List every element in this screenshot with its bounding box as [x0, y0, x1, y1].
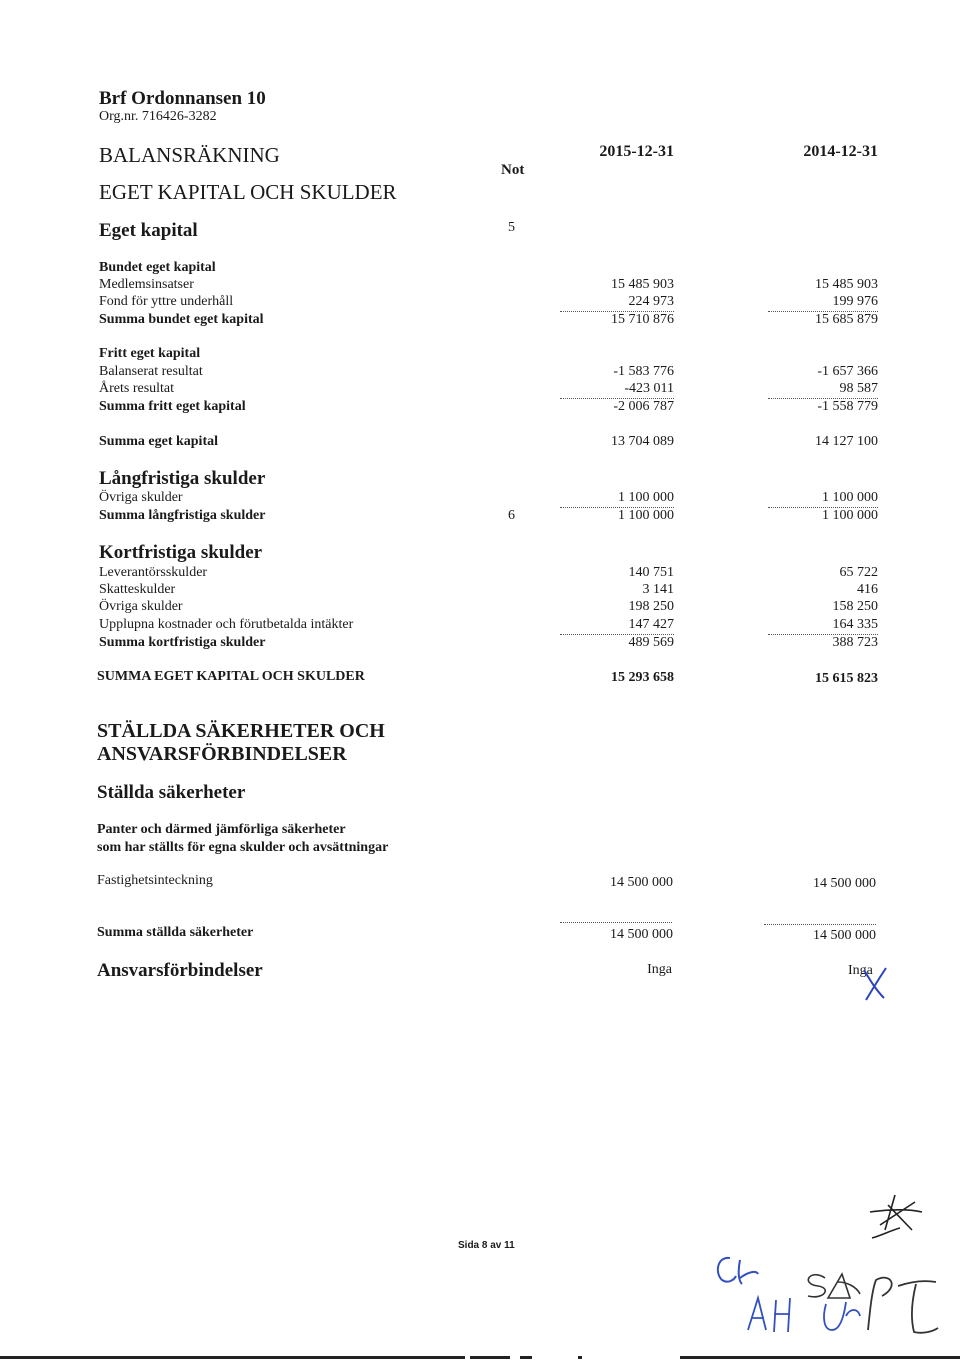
row-value-2015: 224 973 [628, 294, 674, 309]
section-heading-ansvar: Ansvarsförbindelser [97, 960, 263, 981]
sum-value-2015: 14 500 000 [610, 927, 673, 942]
note-number: 6 [508, 508, 515, 523]
section-heading-stallda-line1: STÄLLDA SÄKERHETER OCH [97, 720, 385, 742]
sum-value-2014: 388 723 [832, 635, 878, 650]
handwritten-initials-signature [700, 1190, 950, 1350]
sum-value-2014: 15 685 879 [815, 312, 878, 327]
row-value-2014: 416 [857, 582, 878, 597]
row-value-2015: -1 583 776 [613, 364, 674, 379]
scan-edge-line [470, 1356, 510, 1359]
page-title: BALANSRÄKNING [99, 143, 280, 167]
sum-value-2015: 489 569 [628, 635, 674, 650]
row-label: Fond för yttre underhåll [99, 294, 234, 309]
ansvar-value-2015: Inga [647, 962, 672, 977]
ansvar-value-2014: Inga [848, 963, 873, 978]
row-label: Övriga skulder [99, 490, 183, 505]
column-header-2014: 2014-12-31 [803, 143, 878, 160]
sum-underline [560, 922, 672, 923]
sum-value-2014: 1 100 000 [822, 508, 878, 523]
sum-label: Summa fritt eget kapital [99, 399, 246, 414]
row-value-2015: 3 141 [642, 582, 674, 597]
scan-edge-line [0, 1356, 465, 1359]
row-value-2015: 14 500 000 [610, 875, 673, 890]
row-label: Skatteskulder [99, 582, 176, 597]
blue-check-mark-icon [860, 966, 890, 1002]
row-value-2015: 1 100 000 [618, 490, 674, 505]
section-heading-eget-kapital: Eget kapital [99, 220, 198, 241]
row-label: Upplupna kostnader och förutbetalda intäkter [99, 617, 354, 632]
row-value-2014: -1 657 366 [817, 364, 878, 379]
row-label: Balanserat resultat [99, 364, 203, 379]
row-label: Medlemsinsatser [99, 277, 194, 292]
section-heading-langfristiga: Långfristiga skulder [99, 468, 266, 489]
row-value-2014: 164 335 [832, 617, 878, 632]
row-label: Årets resultat [99, 381, 175, 396]
row-value-2015: 147 427 [628, 617, 674, 632]
total-value-2015: 13 704 089 [611, 434, 674, 449]
grand-total-label: SUMMA EGET KAPITAL OCH SKULDER [97, 669, 365, 684]
subheading-bundet: Bundet eget kapital [99, 260, 216, 275]
total-value-2014: 14 127 100 [815, 434, 878, 449]
scan-edge-line [520, 1356, 532, 1359]
row-label: Övriga skulder [99, 599, 183, 614]
column-header-2015: 2015-12-31 [599, 143, 674, 160]
row-value-2014: 199 976 [832, 294, 878, 309]
company-name: Brf Ordonnansen 10 [99, 88, 266, 109]
sum-underline [764, 924, 876, 925]
section-heading-stallda-line2: ANSVARSFÖRBINDELSER [97, 743, 347, 765]
page-number: Sida 8 av 11 [458, 1240, 515, 1251]
row-value-2014: 158 250 [832, 599, 878, 614]
row-value-2014: 1 100 000 [822, 490, 878, 505]
row-label: Leverantörsskulder [99, 565, 208, 580]
subheading-fritt: Fritt eget kapital [99, 346, 201, 361]
page-subtitle: EGET KAPITAL OCH SKULDER [99, 180, 397, 204]
scan-edge-line [680, 1356, 960, 1359]
org-number: Org.nr. 716426-3282 [99, 109, 217, 124]
stallda-description-line1: Panter och därmed jämförliga säkerheter [97, 822, 346, 837]
section-heading-kortfristiga: Kortfristiga skulder [99, 542, 263, 563]
sum-value-2014: 14 500 000 [813, 928, 876, 943]
subheading-stallda: Ställda säkerheter [97, 782, 246, 803]
sum-label: Summa ställda säkerheter [97, 925, 254, 940]
grand-total-value-2014: 15 615 823 [815, 671, 878, 686]
total-label: Summa eget kapital [99, 434, 218, 449]
row-value-2014: 65 722 [839, 565, 878, 580]
row-value-2015: 15 485 903 [611, 277, 674, 292]
row-value-2015: 140 751 [628, 565, 674, 580]
sum-label: Summa kortfristiga skulder [99, 635, 266, 650]
sum-label: Summa bundet eget kapital [99, 312, 264, 327]
sum-value-2015: -2 006 787 [613, 399, 674, 414]
not-column-header: Not [501, 162, 525, 178]
row-label: Fastighetsinteckning [97, 873, 213, 888]
row-value-2014: 15 485 903 [815, 277, 878, 292]
sum-value-2014: -1 558 779 [817, 399, 878, 414]
stallda-description-line2: som har ställts för egna skulder och avsättningar [97, 840, 389, 855]
row-value-2014: 14 500 000 [813, 876, 876, 891]
sum-value-2015: 1 100 000 [618, 508, 674, 523]
note-number: 5 [508, 220, 515, 235]
sum-label: Summa långfristiga skulder [99, 508, 266, 523]
row-value-2014: 98 587 [839, 381, 878, 396]
row-value-2015: 198 250 [628, 599, 674, 614]
sum-value-2015: 15 710 876 [611, 312, 674, 327]
scan-edge-line [578, 1356, 582, 1359]
grand-total-value-2015: 15 293 658 [611, 670, 674, 685]
row-value-2015: -423 011 [624, 381, 674, 396]
